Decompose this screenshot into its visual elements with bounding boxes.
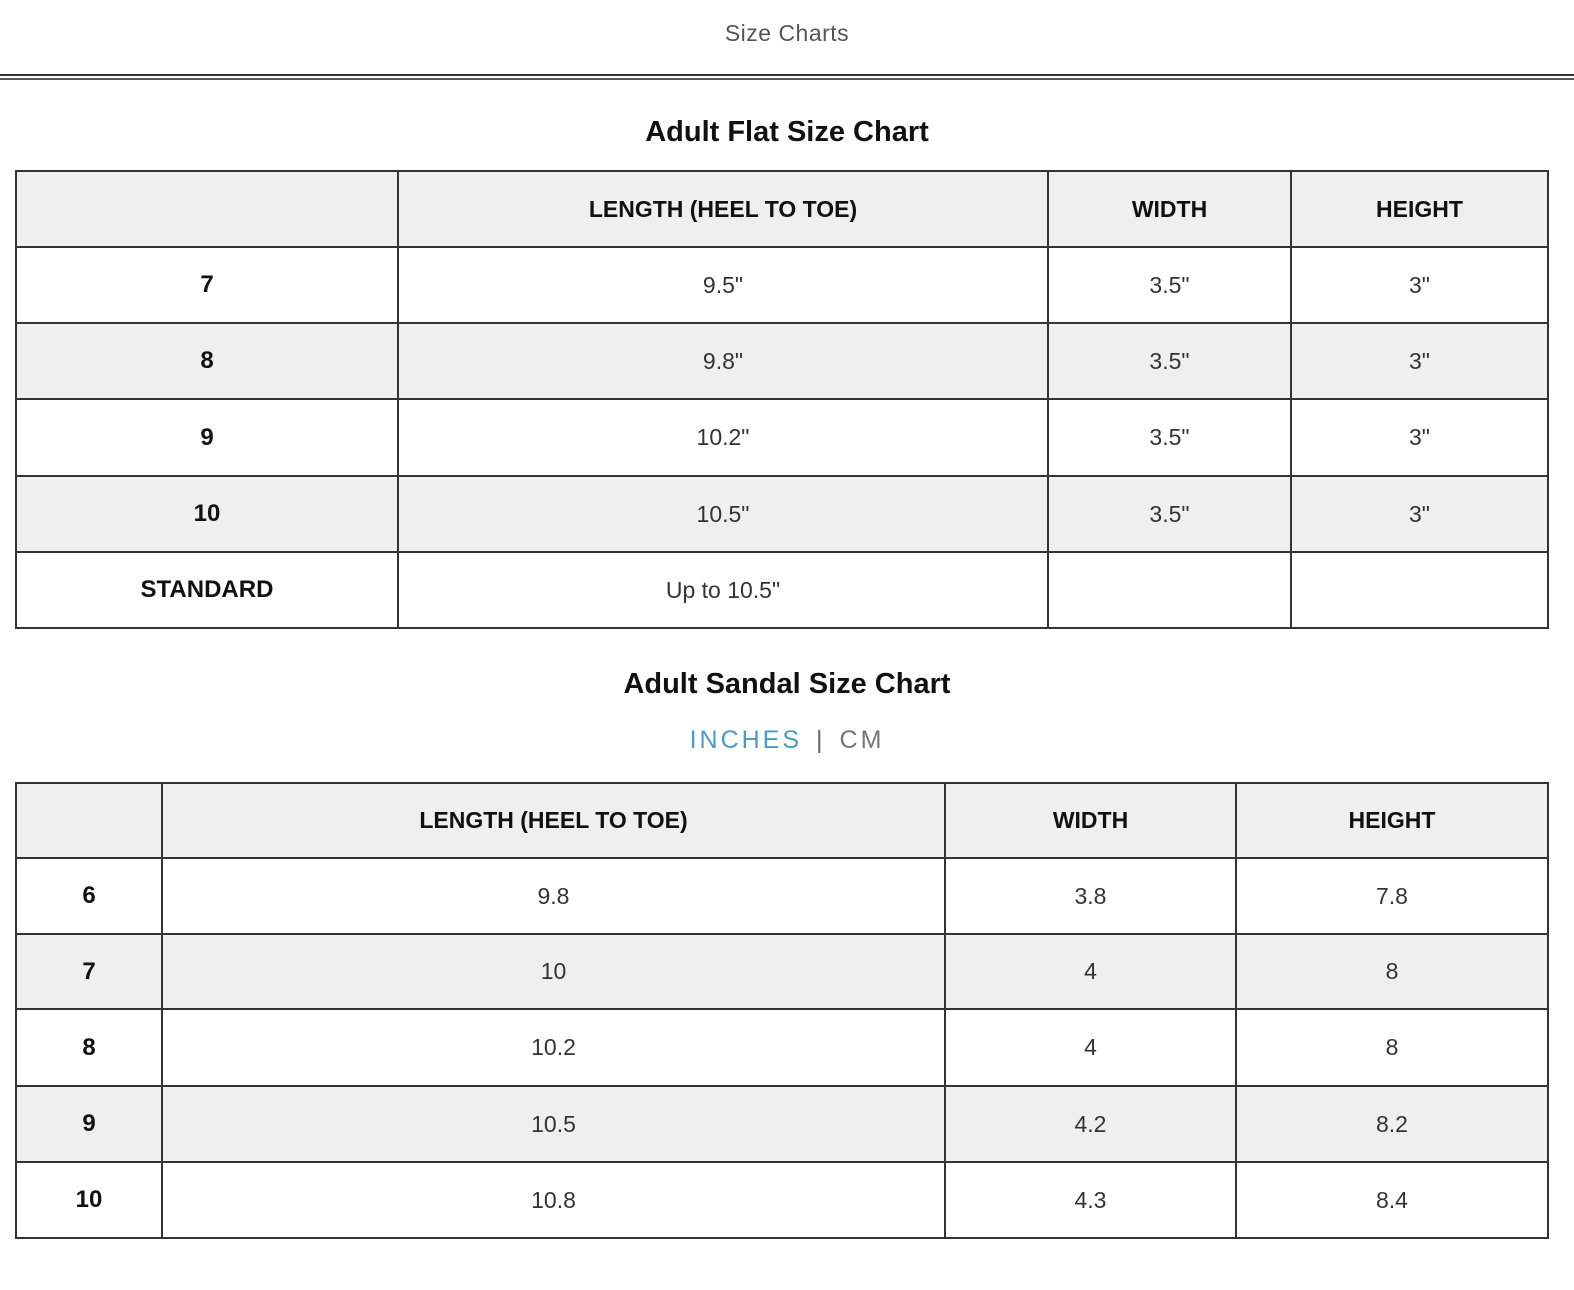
width-cell: 3.8 — [945, 858, 1236, 934]
table-row — [16, 247, 1548, 323]
size-cell: 10 — [16, 476, 398, 552]
unit-toggle — [0, 726, 1574, 755]
size-cell: STANDARD — [16, 552, 398, 628]
size-cell: 8 — [16, 1009, 162, 1086]
column-header-size — [16, 783, 162, 858]
width-cell: 4 — [945, 934, 1236, 1009]
unit-inches-tab[interactable]: INCHES — [689, 726, 803, 754]
table-row — [16, 323, 1548, 399]
width-cell: 3.5" — [1048, 476, 1291, 552]
table-row — [16, 1009, 1548, 1086]
length-cell: 10.2 — [162, 1009, 945, 1086]
column-header-length: LENGTH (HEEL TO TOE) — [398, 171, 1048, 247]
column-header-height: HEIGHT — [1236, 783, 1548, 858]
length-cell: 9.8" — [398, 323, 1048, 399]
size-cell: 8 — [16, 323, 398, 399]
length-cell: 10.5 — [162, 1086, 945, 1162]
table-header-row — [16, 171, 1548, 247]
height-cell: 8 — [1236, 1009, 1548, 1086]
height-cell: 3" — [1291, 247, 1548, 323]
length-cell: 9.8 — [162, 858, 945, 934]
height-cell: 3" — [1291, 476, 1548, 552]
size-cell: 9 — [16, 399, 398, 476]
size-cell: 10 — [16, 1162, 162, 1238]
column-header-width: WIDTH — [1048, 171, 1291, 247]
width-cell: 3.5" — [1048, 323, 1291, 399]
width-cell: 4.3 — [945, 1162, 1236, 1238]
length-cell: 9.5" — [398, 247, 1048, 323]
sandal-size-table — [15, 782, 1549, 1239]
unit-separator: | — [816, 726, 826, 754]
size-cell: 7 — [16, 934, 162, 1009]
height-cell: 8.4 — [1236, 1162, 1548, 1238]
table-header-row — [16, 783, 1548, 858]
width-cell: 3.5" — [1048, 399, 1291, 476]
table-row — [16, 858, 1548, 934]
width-cell — [1048, 552, 1291, 628]
flat-chart-title: Adult Flat Size Chart — [645, 116, 929, 148]
table-row — [16, 934, 1548, 1009]
length-cell: 10.8 — [162, 1162, 945, 1238]
size-cell: 9 — [16, 1086, 162, 1162]
size-cell: 7 — [16, 247, 398, 323]
length-cell: 10.2" — [398, 399, 1048, 476]
table-row — [16, 1162, 1548, 1238]
table-row — [16, 399, 1548, 476]
table-row — [16, 476, 1548, 552]
table-row — [16, 552, 1548, 628]
width-cell: 4.2 — [945, 1086, 1236, 1162]
column-header-width: WIDTH — [945, 783, 1236, 858]
height-cell: 3" — [1291, 399, 1548, 476]
size-cell: 6 — [16, 858, 162, 934]
sandal-chart-title: Adult Sandal Size Chart — [623, 668, 951, 700]
height-cell: 7.8 — [1236, 858, 1548, 934]
column-header-length: LENGTH (HEEL TO TOE) — [162, 783, 945, 858]
column-header-size — [16, 171, 398, 247]
length-cell: Up to 10.5" — [398, 552, 1048, 628]
unit-cm-tab[interactable]: CM — [839, 726, 885, 754]
width-cell: 3.5" — [1048, 247, 1291, 323]
width-cell: 4 — [945, 1009, 1236, 1086]
header-divider — [0, 74, 1574, 76]
height-cell: 3" — [1291, 323, 1548, 399]
table-row — [16, 1086, 1548, 1162]
length-cell: 10 — [162, 934, 945, 1009]
flat-size-table — [15, 170, 1549, 629]
height-cell: 8.2 — [1236, 1086, 1548, 1162]
length-cell: 10.5" — [398, 476, 1048, 552]
height-cell — [1291, 552, 1548, 628]
height-cell: 8 — [1236, 934, 1548, 1009]
column-header-height: HEIGHT — [1291, 171, 1548, 247]
page-title: Size Charts — [724, 19, 850, 46]
